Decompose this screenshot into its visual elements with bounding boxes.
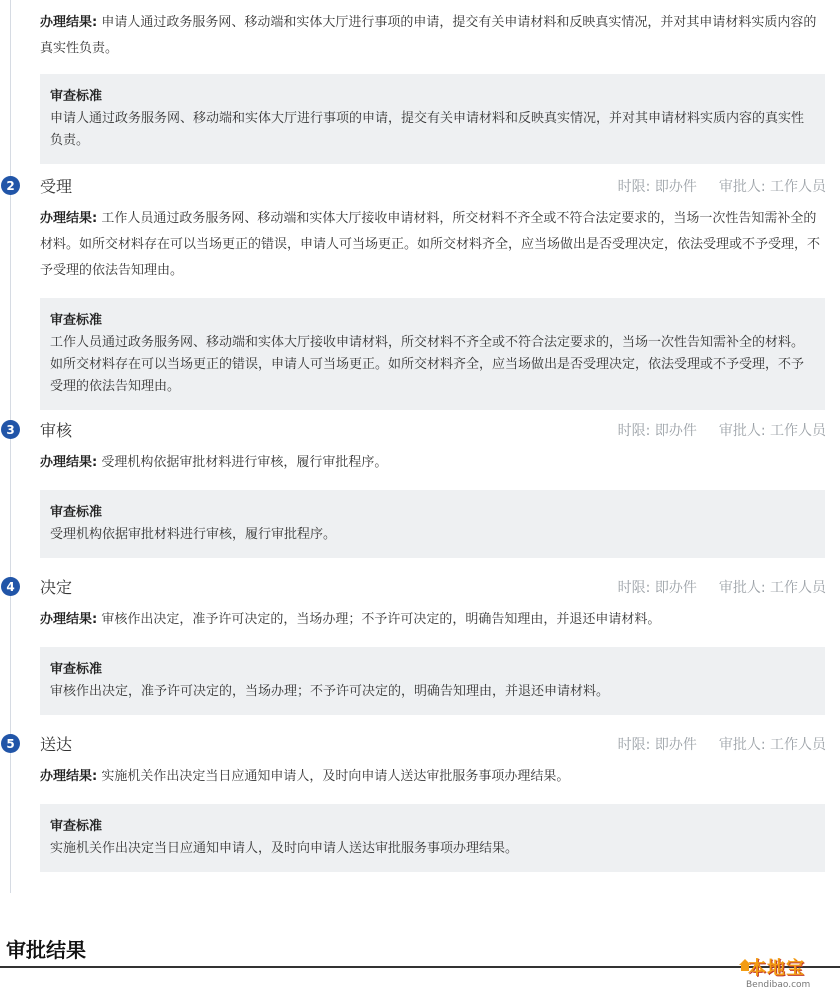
approver: 审批人: 工作人员 bbox=[718, 737, 826, 753]
criteria-label: 审查标准 bbox=[50, 313, 103, 328]
step-5 bbox=[0, 730, 840, 872]
step-title: 受理 bbox=[40, 177, 73, 196]
criteria-text: 审核作出决定，准予许可决定的，当场办理；不予许可决定的，明确告知理由，并退还申请材料。 bbox=[50, 684, 610, 699]
criteria-text: 实施机关作出决定当日应通知申请人，及时向申请人送达审批服务事项办理结果。 bbox=[50, 841, 519, 856]
time-limit: 时限: 即办件 bbox=[617, 580, 697, 596]
step-2 bbox=[0, 172, 840, 410]
time-limit: 时限: 即办件 bbox=[617, 423, 697, 439]
result-label: 办理结果: bbox=[40, 612, 98, 627]
step-number-badge: 3 bbox=[1, 420, 20, 439]
approver: 审批人: 工作人员 bbox=[718, 423, 826, 439]
result-text-block bbox=[40, 764, 825, 790]
criteria-label: 审查标准 bbox=[50, 89, 103, 104]
step-meta bbox=[618, 420, 826, 440]
section-divider bbox=[0, 966, 840, 968]
step-meta bbox=[618, 577, 826, 597]
criteria-box bbox=[40, 74, 825, 164]
step-number-badge: 5 bbox=[1, 734, 20, 753]
result-text-block bbox=[40, 206, 825, 284]
result-label: 办理结果: bbox=[40, 211, 98, 226]
criteria-box bbox=[40, 647, 825, 715]
watermark-logo bbox=[738, 954, 836, 994]
watermark-domain: Bendibao.com bbox=[746, 980, 811, 990]
result-text: 工作人员通过政务服务网、移动端和实体大厅接收申请材料，所交材料不齐全或不符合法定要求的，当场一次性告知需补全的材料。如所交材料存在可以当场更正的错误，申请人可当场更正。如所交材料齐全，应当场做出是否受理决定，依法受理或不予受理，不予受理的依法告知理由。 bbox=[40, 211, 821, 278]
criteria-text: 申请人通过政务服务网、移动端和实体大厅进行事项的申请，提交有关申请材料和反映真实情况，并对其申请材料实质内容的真实性负责。 bbox=[50, 111, 805, 148]
step-title: 决定 bbox=[40, 578, 73, 597]
approver: 审批人: 工作人员 bbox=[718, 580, 826, 596]
step-title: 审核 bbox=[40, 421, 73, 440]
step-meta bbox=[618, 734, 826, 754]
criteria-box bbox=[40, 804, 825, 872]
result-text: 申请人通过政务服务网、移动端和实体大厅进行事项的申请，提交有关申请材料和反映真实情况，并对其申请材料实质内容的真实性负责。 bbox=[40, 15, 817, 56]
step-3 bbox=[0, 416, 840, 558]
criteria-label: 审查标准 bbox=[50, 662, 103, 677]
time-limit: 时限: 即办件 bbox=[617, 737, 697, 753]
watermark-brand: 本地宝 bbox=[748, 958, 805, 979]
approver: 审批人: 工作人员 bbox=[718, 179, 826, 195]
step-number-badge: 4 bbox=[1, 577, 20, 596]
criteria-label: 审查标准 bbox=[50, 819, 103, 834]
criteria-text: 工作人员通过政务服务网、移动端和实体大厅接收申请材料，所交材料不齐全或不符合法定要求的，当场一次性告知需补全的材料。如所交材料存在可以当场更正的错误，申请人可当场更正。如所交材料齐全，应当场做出是否受理决定，依法受理或不予受理，不予受理的依法告知理由。 bbox=[50, 335, 805, 394]
section-title: 审批结果 bbox=[6, 938, 86, 962]
criteria-box bbox=[40, 298, 825, 410]
result-text-block bbox=[40, 607, 825, 633]
step-number-badge: 2 bbox=[1, 176, 20, 195]
step-title: 送达 bbox=[40, 735, 73, 754]
step-header bbox=[0, 172, 840, 200]
result-text-block bbox=[40, 10, 825, 62]
criteria-label: 审查标准 bbox=[50, 505, 103, 520]
step-meta bbox=[618, 176, 826, 196]
step-header bbox=[0, 573, 840, 601]
result-label: 办理结果: bbox=[40, 455, 98, 470]
time-limit: 时限: 即办件 bbox=[617, 179, 697, 195]
result-text: 审核作出决定，准予许可决定的，当场办理；不予许可决定的，明确告知理由，并退还申请材料。 bbox=[101, 612, 661, 627]
step-1-content bbox=[40, 10, 825, 164]
result-text: 实施机关作出决定当日应通知申请人，及时向申请人送达审批服务事项办理结果。 bbox=[101, 769, 570, 784]
step-header bbox=[0, 730, 840, 758]
step-header bbox=[0, 416, 840, 444]
result-label: 办理结果: bbox=[40, 769, 98, 784]
result-text-block bbox=[40, 450, 825, 476]
result-label: 办理结果: bbox=[40, 15, 98, 30]
criteria-box bbox=[40, 490, 825, 558]
step-4 bbox=[0, 573, 840, 715]
criteria-text: 受理机构依据审批材料进行审核，履行审批程序。 bbox=[50, 527, 337, 542]
result-text: 受理机构依据审批材料进行审核，履行审批程序。 bbox=[101, 455, 388, 470]
